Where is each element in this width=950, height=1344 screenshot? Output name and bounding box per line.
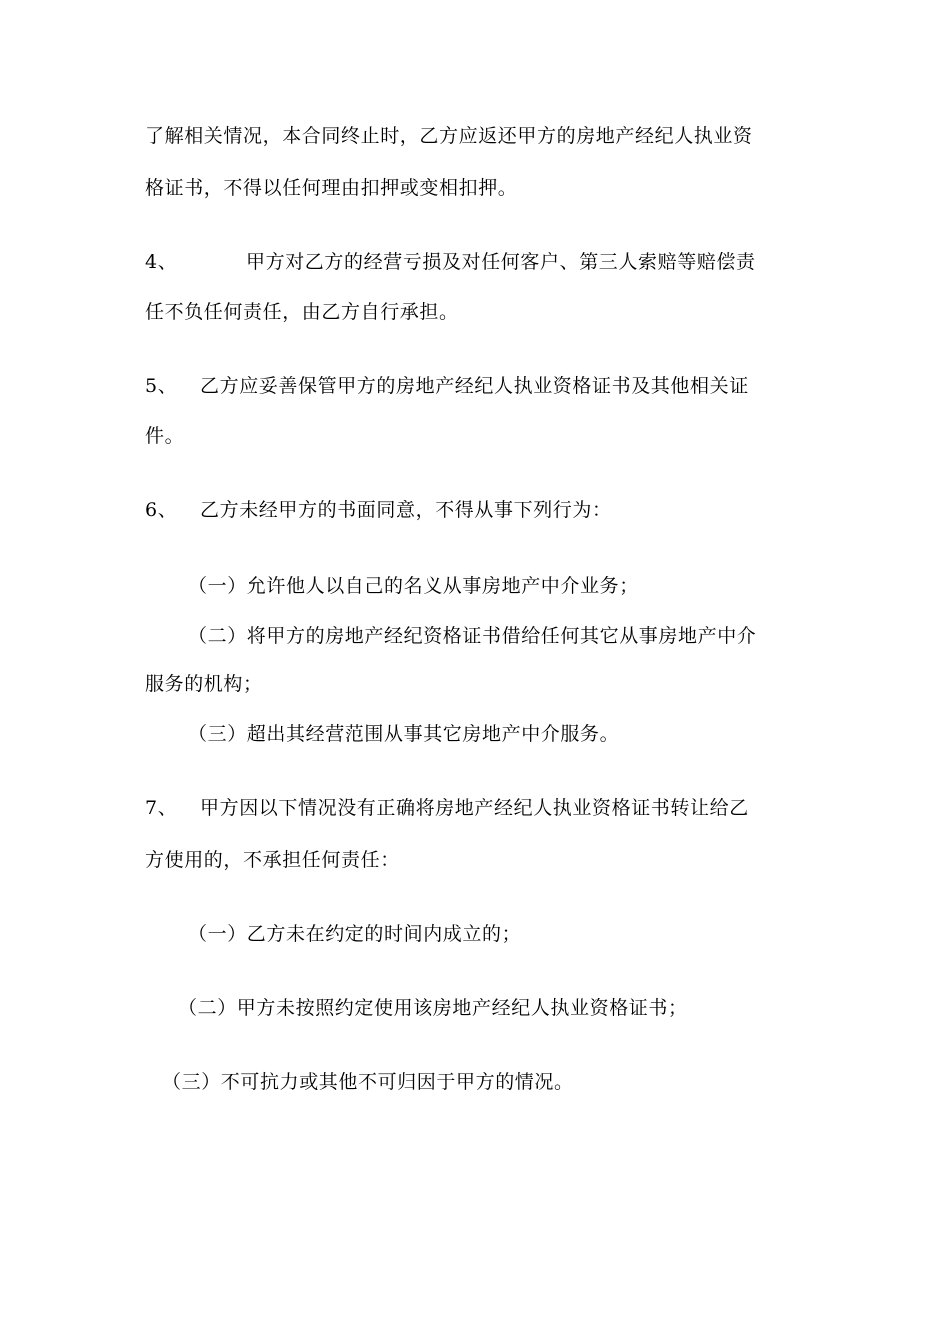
clause-7-line-2: 方使用的，不承担任何责任： [145,849,400,871]
clause-7-sub-3: （三）不可抗力或其他不可归因于甲方的情况。 [162,1071,574,1093]
paragraph-continuation-line-2: 格证书，不得以任何理由扣押或变相扣押。 [145,177,518,199]
clause-6-line-1: 乙方未经甲方的书面同意，不得从事下列行为： [200,499,612,521]
clause-4-line-1: 甲方对乙方的经营亏损及对任何客户、第三人索赔等赔偿责 [246,251,756,273]
clause-6-number: 6、 [145,499,178,521]
paragraph-continuation-line-1: 了解相关情况，本合同终止时，乙方应返还甲方的房地产经纪人执业资 [145,125,753,147]
clause-6-sub-2-line-2: 服务的机构； [145,673,263,695]
clause-5-number: 5、 [145,375,178,397]
clause-5-line-1: 乙方应妥善保管甲方的房地产经纪人执业资格证书及其他相关证 [200,375,749,397]
clause-4-line-2: 任不负任何责任，由乙方自行承担。 [145,301,459,323]
clause-6-sub-2-line-1: （二）将甲方的房地产经纪资格证书借给任何其它从事房地产中介 [188,625,757,647]
clause-7-line-1: 甲方因以下情况没有正确将房地产经纪人执业资格证书转让给乙 [200,797,749,819]
clause-7-sub-2: （二）甲方未按照约定使用该房地产经纪人执业资格证书； [178,997,688,1019]
clause-6-sub-3: （三）超出其经营范围从事其它房地产中介服务。 [188,723,620,745]
clause-7-number: 7、 [145,797,178,819]
clause-5-line-2: 件。 [145,425,185,447]
clause-7-sub-1: （一）乙方未在约定的时间内成立的； [188,923,522,945]
clause-4-number: 4、 [145,251,178,273]
clause-6-sub-1: （一）允许他人以自己的名义从事房地产中介业务； [188,575,639,597]
